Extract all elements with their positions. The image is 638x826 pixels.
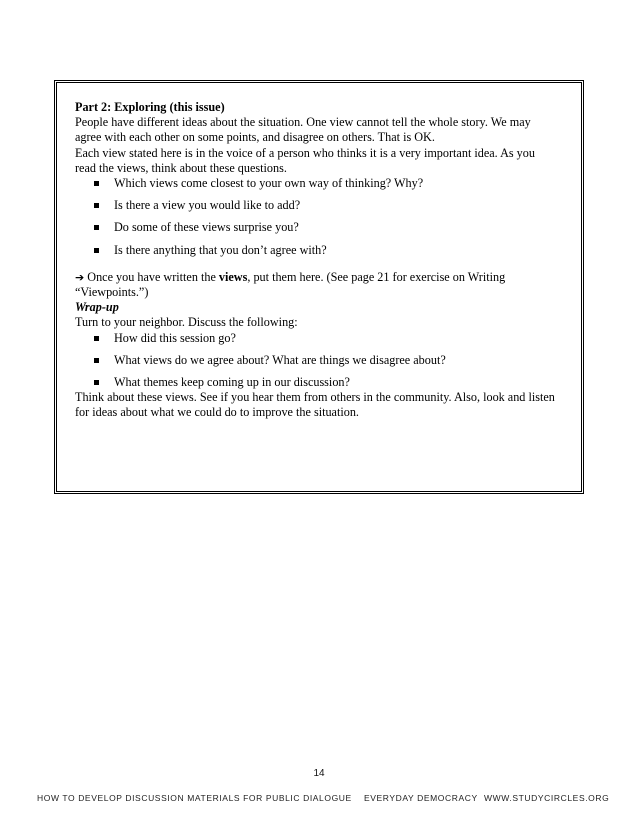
wrapup-title: Wrap-up <box>75 300 119 315</box>
page-number: 14 <box>313 768 325 779</box>
square-bullet-icon <box>94 203 99 208</box>
list-item: Which views come closest to your own way of thinking? Why? <box>93 176 555 191</box>
footer-title: HOW TO DEVELOP DISCUSSION MATERIALS FOR PUBLIC DIALOGUE <box>37 793 352 803</box>
instruction: ➔ Once you have written the views, put them here. (See page 21 for exercise on Writing “Viewpoints.”) <box>75 269 506 300</box>
list-item: Is there anything that you don’t agree with? <box>93 243 555 258</box>
square-bullet-icon <box>94 358 99 363</box>
footer-website: WWW.STUDYCIRCLES.ORG <box>484 793 610 803</box>
square-bullet-icon <box>94 181 99 186</box>
views-intro: Each view stated here is in the voice of a person who thinks it is a very important idea. As you read the views, think about these questions. <box>75 145 535 175</box>
list-item: What views do we agree about? What are things we disagree about? <box>93 353 555 368</box>
part2-intro: People have different ideas about the situation. One view cannot tell the whole story. We may agree with each other on some points, and disagree on others. That is OK. <box>75 115 531 145</box>
content-area <box>75 100 555 421</box>
square-bullet-icon <box>94 225 99 230</box>
wrapup-list <box>75 331 555 391</box>
square-bullet-icon <box>94 336 99 341</box>
square-bullet-icon <box>94 248 99 253</box>
list-item: Is there a view you would like to add? <box>93 198 555 213</box>
closing-paragraph: Think about these views. See if you hear them from others in the community. Also, look and listen for ideas about what we could do to improve the situation. <box>75 390 555 420</box>
question-list <box>75 176 555 258</box>
square-bullet-icon <box>94 380 99 385</box>
list-item: Do some of these views surprise you? <box>93 220 555 235</box>
wrapup-intro: Turn to your neighbor. Discuss the following: <box>75 315 298 330</box>
list-item: What themes keep coming up in our discussion? <box>93 375 555 390</box>
part2-heading: Part 2: Exploring (this issue) <box>75 100 225 114</box>
footer-organization: EVERYDAY DEMOCRACY <box>364 793 478 803</box>
list-item: How did this session go? <box>93 331 555 346</box>
right-arrow-icon: ➔ <box>75 270 85 284</box>
